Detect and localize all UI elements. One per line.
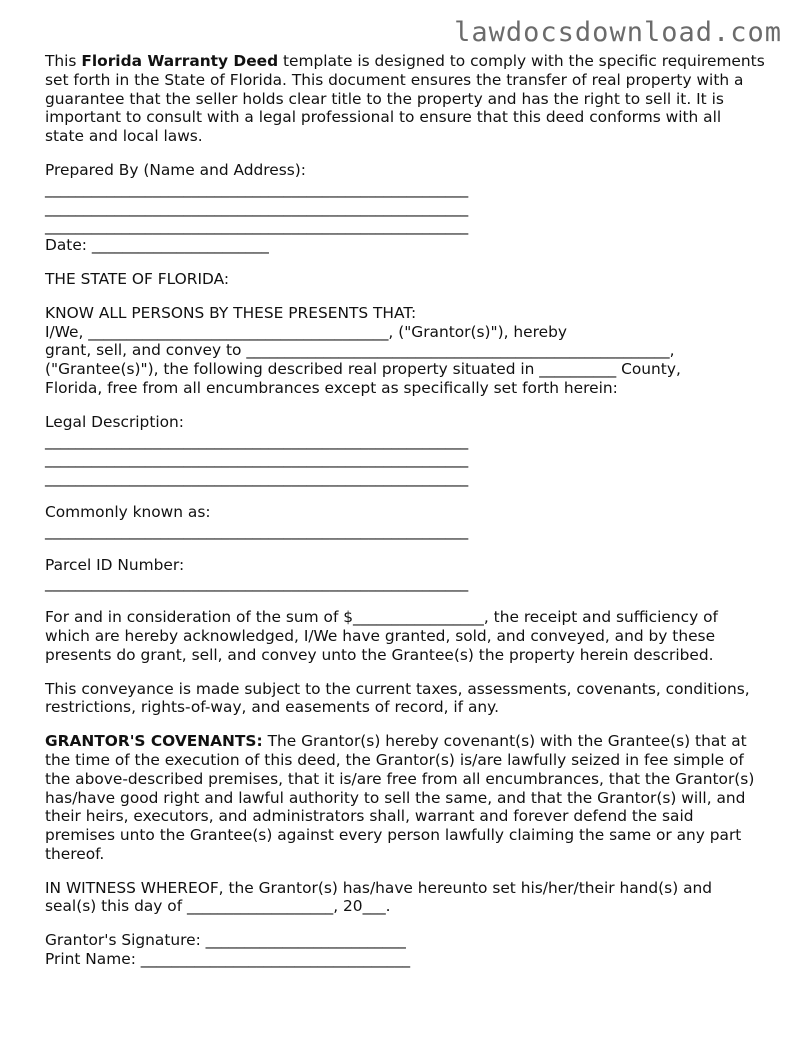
- grantor-line[interactable]: I/We, _______________________________________, ("Grantor(s)"), hereby: [45, 322, 567, 341]
- grantor-signature-line[interactable]: Grantor's Signature: __________________________: [45, 931, 406, 950]
- prepared-by-line-2[interactable]: _______________________________________________________: [45, 198, 469, 217]
- commonly-known-section: [45, 503, 765, 541]
- covenants-heading: GRANTOR'S COVENANTS:: [45, 732, 263, 751]
- prepared-by-line-3[interactable]: _______________________________________________________: [45, 217, 469, 236]
- parcel-id-section: [45, 556, 765, 594]
- prepared-by-section: [45, 161, 765, 236]
- legal-description-label: Legal Description:: [45, 412, 184, 431]
- prepared-by-line-1[interactable]: _______________________________________________________: [45, 179, 469, 198]
- prepared-by-label: Prepared By (Name and Address):: [45, 160, 306, 179]
- parcel-id-line[interactable]: _______________________________________________________: [45, 574, 469, 593]
- date-field[interactable]: Date: _______________________: [45, 236, 269, 255]
- intro-paragraph: [45, 52, 765, 146]
- covenants-paragraph: [45, 732, 765, 864]
- parcel-id-label: Parcel ID Number:: [45, 555, 185, 574]
- watermark: lawdocsdownload.com: [454, 17, 782, 48]
- grantee-line[interactable]: grant, sell, and convey to _______________________________________________________,: [45, 341, 675, 360]
- commonly-known-line[interactable]: _______________________________________________________: [45, 521, 469, 540]
- print-name-line[interactable]: Print Name: ___________________________________: [45, 950, 411, 969]
- legal-description-section: [45, 413, 765, 488]
- commonly-known-label: Commonly known as:: [45, 502, 211, 521]
- state-heading: THE STATE OF FLORIDA:: [45, 269, 230, 288]
- intro-title: Florida Warranty Deed: [81, 52, 279, 70]
- encumbrance-line: Florida, free from all encumbrances except as specifically set forth herein:: [45, 378, 618, 397]
- covenants-text: The Grantor(s) hereby covenant(s) with the Grantee(s) that at the time of the execution of this deed, the Grantor(s) is/are lawfully seized in fee simple of the above-described premises, that it is/are free from all encumbrances, that the Grantor(s) has/have good right and lawful authority to sell the same, and that the Grantor(s) will, and their heirs, executors, and administrators shall, warrant and forever defend the said premises unto the Grantee(s) against every person lawfully claiming the same or any part thereof.: [45, 732, 755, 863]
- subject-to-paragraph: This conveyance is made subject to the current taxes, assessments, covenants, conditions, restrictions, rights-of-way, and easements of record, if any.: [45, 679, 750, 717]
- county-line[interactable]: ("Grantee(s)"), the following described real property situated in __________ County,: [45, 360, 681, 379]
- know-all-heading: KNOW ALL PERSONS BY THESE PRESENTS THAT:: [45, 303, 417, 322]
- legal-description-line-3[interactable]: _______________________________________________________: [45, 469, 469, 488]
- intro-prefix: This: [45, 52, 82, 70]
- witness-paragraph: IN WITNESS WHEREOF, the Grantor(s) has/have hereunto set his/her/their hand(s) and seal(s) this day of ___________________, 20___.: [45, 878, 713, 916]
- deed-content: [45, 52, 765, 969]
- consideration-paragraph: For and in consideration of the sum of $_________________, the receipt and sufficiency of which are hereby acknowledged, I/We have granted, sold, and conveyed, and by these presents do grant, sell, and convey unto the Grantee(s) the property herein described.: [45, 608, 718, 664]
- legal-description-line-2[interactable]: _______________________________________________________: [45, 450, 469, 469]
- signature-section: [45, 931, 765, 969]
- know-all-section: [45, 304, 765, 398]
- legal-description-line-1[interactable]: _______________________________________________________: [45, 431, 469, 450]
- intro-text: template is designed to comply with the specific requirements set forth in the State of Florida. This document ensures the transfer of real property with a guarantee that the seller holds clear title to the property and has the right to sell it. It is important to consult with a legal professional to ensure that this deed conforms with all state and local laws.: [45, 52, 765, 146]
